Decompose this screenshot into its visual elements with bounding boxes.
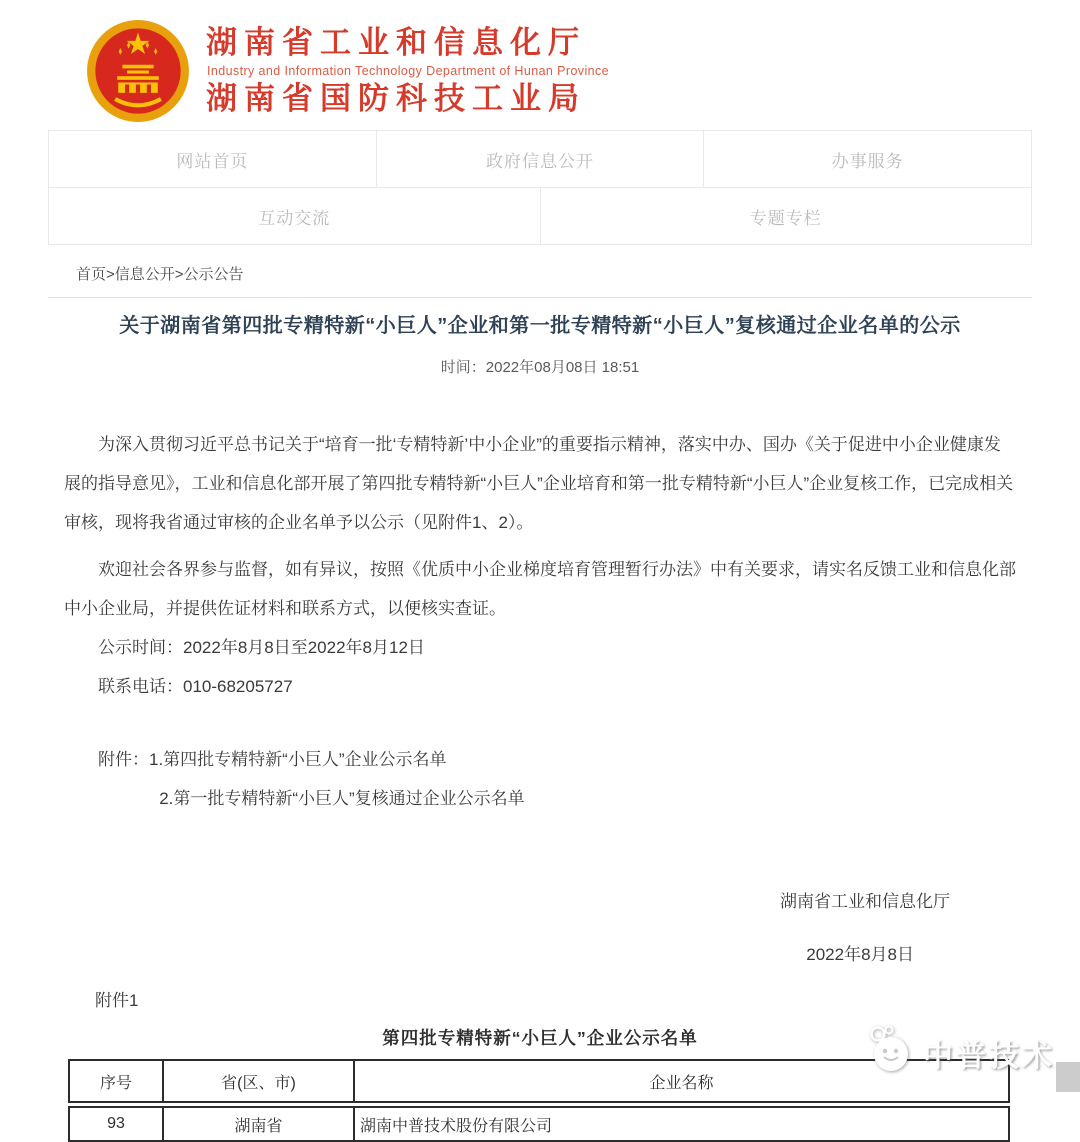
- table-header-row: [69, 1060, 1009, 1102]
- col-header-index: 序号: [69, 1060, 163, 1102]
- annex-table-header: [68, 1059, 1010, 1103]
- cell-index: 93: [69, 1107, 163, 1141]
- attachment-item-2: 2.第一批专精特新“小巨人”复核通过企业公示名单: [159, 789, 525, 808]
- corner-artifact: [1056, 1062, 1080, 1092]
- attachments-label: 附件：: [98, 750, 149, 769]
- national-emblem-icon: [86, 19, 190, 123]
- annex-label: 附件1: [95, 991, 139, 1010]
- org-name-secondary: 湖南省国防科技工业局: [206, 80, 586, 116]
- publish-time: 时间：2022年08月08日 18:51: [440, 359, 640, 376]
- public-time-line: 公示时间：2022年8月8日至2022年8月12日: [98, 638, 425, 657]
- cell-company: 湖南中普技术股份有限公司: [354, 1107, 1009, 1141]
- main-nav: [48, 130, 1032, 245]
- table-row: [69, 1107, 1009, 1141]
- org-name-block: [206, 26, 609, 115]
- nav-row-1: [49, 130, 1031, 188]
- signature-org: 湖南省工业和信息化厅: [780, 892, 950, 911]
- breadcrumb-divider: [48, 297, 1032, 298]
- article-body: [64, 425, 1016, 974]
- org-name-primary: 湖南省工业和信息化厅: [206, 25, 586, 61]
- nav-item-interaction[interactable]: 互动交流: [49, 188, 541, 244]
- attachment-line-1: [64, 740, 1016, 779]
- signature-date: 2022年8月8日: [806, 945, 914, 964]
- signature-block: [64, 882, 950, 974]
- paragraph-1: 为深入贯彻习近平总书记关于“培育一批‘专精特新’中小企业”的重要指示精神，落实中办、国办《关于促进中小企业健康发展的指导意见》，工业和信息化部开展了第四批专精特新“小巨人”企业培育和第一批专精特新“小巨人”企业复核工作，已完成相关审核，现将我省通过审核的企业名单予以公示（见附件1、2）。: [64, 435, 1014, 532]
- nav-item-home[interactable]: 网站首页: [49, 131, 377, 187]
- page-title: 关于湖南省第四批专精特新“小巨人”企业和第一批专精特新“小巨人”复核通过企业名单的公示: [119, 315, 961, 337]
- nav-item-services[interactable]: 办事服务: [831, 151, 904, 171]
- col-header-company: 企业名称: [354, 1060, 1009, 1102]
- annex-table-body: [68, 1106, 1010, 1142]
- nav-item-special-columns[interactable]: 专题专栏: [749, 208, 822, 228]
- cell-province: 湖南省: [163, 1107, 354, 1141]
- nav-row-2: [49, 188, 1031, 245]
- attachment-item-1: 1.第四批专精特新“小巨人”企业公示名单: [149, 750, 447, 769]
- annex-table-title: 第四批专精特新“小巨人”企业公示名单: [382, 1028, 698, 1048]
- site-header: [0, 0, 1080, 130]
- nav-item-gov-info[interactable]: 政府信息公开: [377, 131, 705, 187]
- watermark-text: 中普技术: [923, 1039, 1055, 1073]
- contact-phone-line: 联系电话：010-68205727: [98, 677, 293, 696]
- annex-table: [68, 1059, 1010, 1142]
- breadcrumb[interactable]: 首页>信息公开>公示公告: [76, 266, 244, 283]
- paragraph-2: 欢迎社会各界参与监督，如有异议，按照《优质中小企业梯度培育管理暂行办法》中有关要求，请实名反馈工业和信息化部中小企业局，并提供佐证材料和联系方式，以便核实查证。: [64, 560, 1016, 618]
- org-name-english: Industry and Information Technology Department of Hunan Province: [207, 63, 609, 78]
- col-header-province: 省(区、市): [163, 1060, 354, 1102]
